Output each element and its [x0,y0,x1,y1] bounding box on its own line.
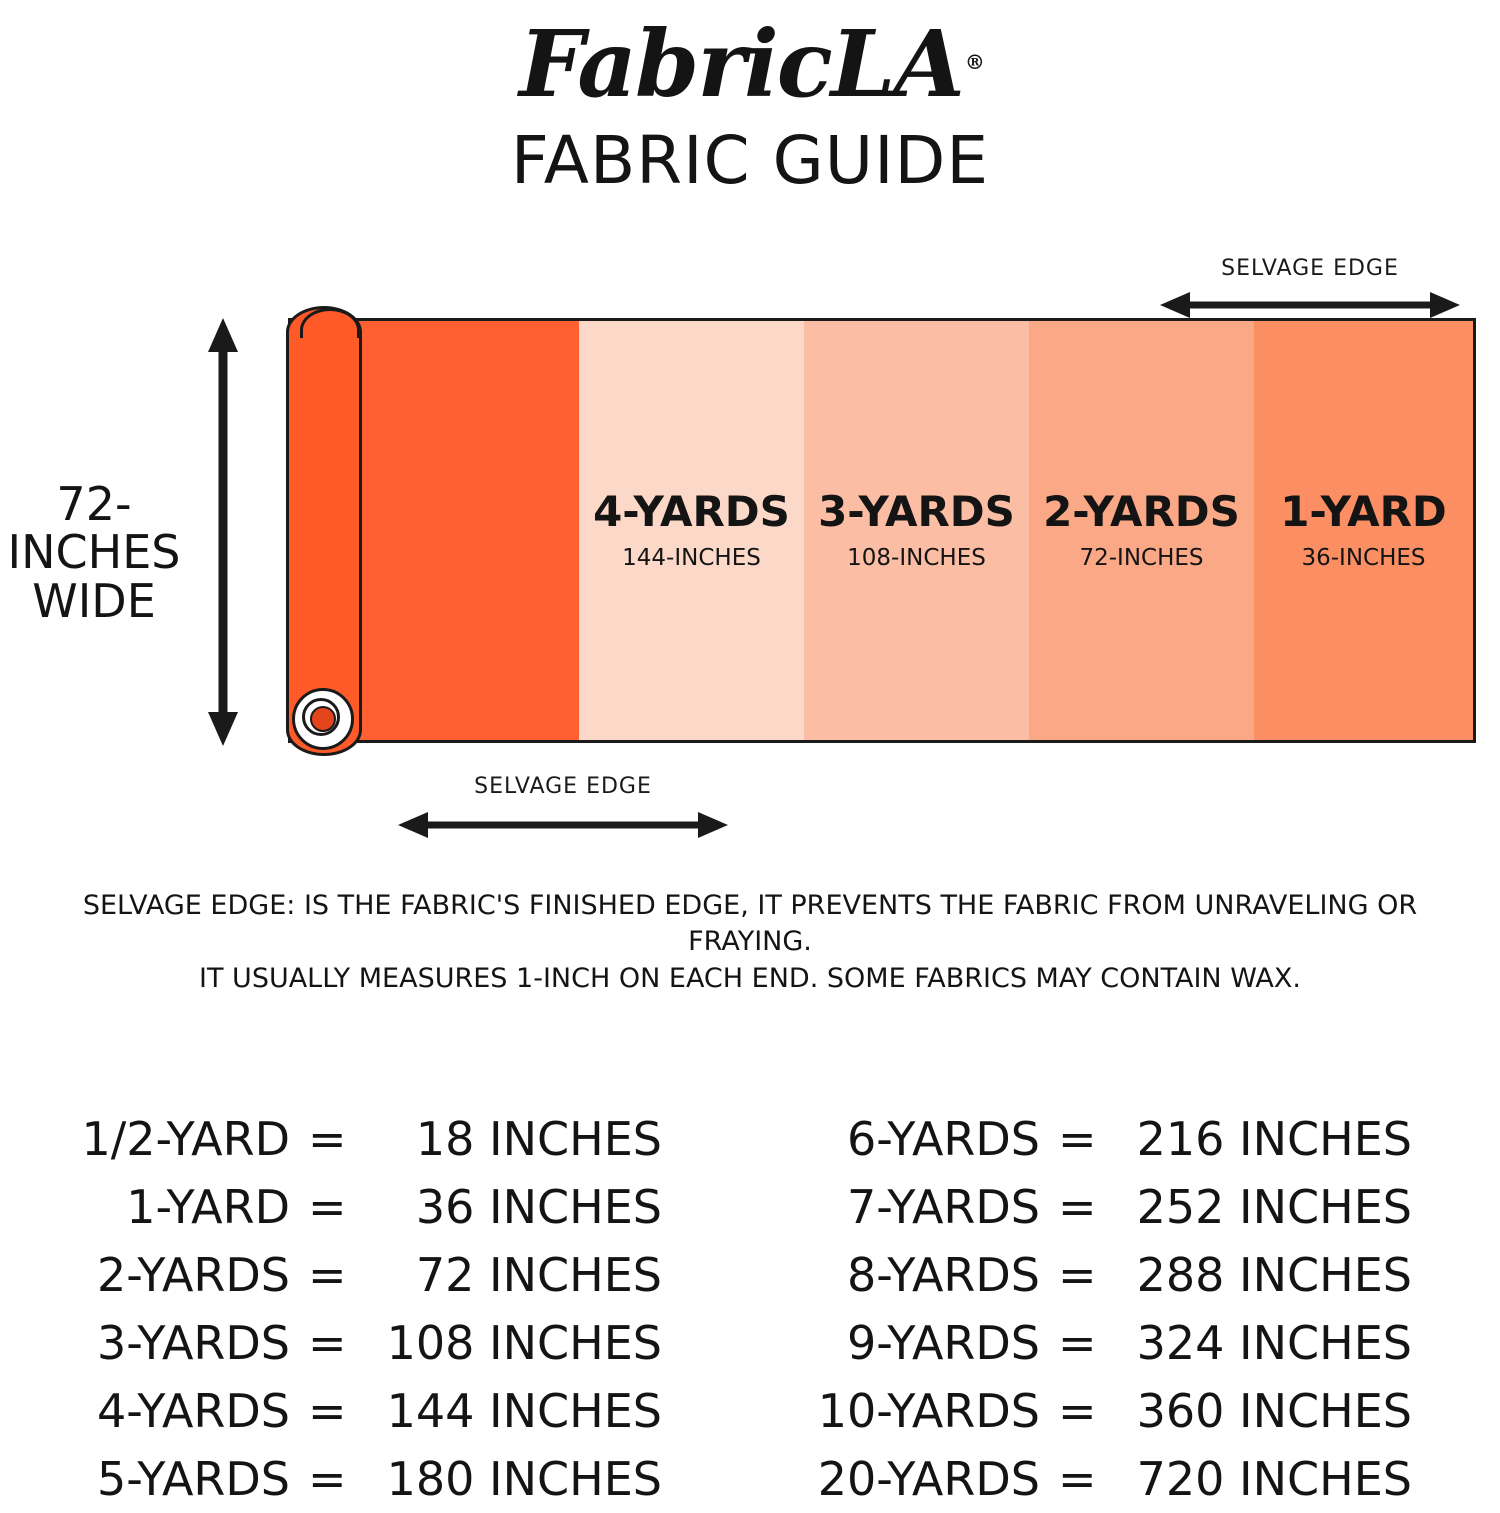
page-title: FABRIC GUIDE [510,122,990,199]
conversion-yards: 1-YARD [126,1180,290,1235]
selvage-note-line1: SELVAGE EDGE: IS THE FABRIC'S FINISHED EDGE, IT PREVENTS THE FABRIC FROM UNRAVELING OR FRAYING. [82,890,1418,958]
segment-1-yard [1254,321,1473,740]
conversion-inches: 180 INCHES [386,1452,662,1507]
conversion-yards: 10-YARDS [817,1384,1040,1439]
conversion-yards: 2-YARDS [97,1248,290,1303]
segment-4-yards-title: 4-YARDS [593,486,790,536]
table-row [750,1377,1500,1445]
bolt-plain-segment [375,321,579,740]
selvage-edge-top-label: SELVAGE EDGE [1221,256,1399,281]
conversion-inches: 216 INCHES [1136,1112,1412,1166]
table-row [750,1241,1500,1309]
conversion-yards: 7-YARDS [847,1180,1040,1235]
segment-3-yards [804,321,1029,740]
conversion-inches: 18 INCHES [415,1112,662,1166]
table-row [0,1173,750,1241]
equals-sign: = [1058,1452,1097,1507]
conversion-yards: 4-YARDS [97,1384,290,1439]
table-row [0,1105,750,1173]
selvage-edge-bottom-arrow-icon [398,810,728,840]
equals-sign: = [308,1452,347,1507]
conversion-inches: 324 INCHES [1136,1316,1412,1371]
conversion-yards: 9-YARDS [847,1316,1040,1371]
selvage-edge-bottom-label: SELVAGE EDGE [474,774,652,799]
equals-sign: = [1058,1384,1097,1439]
table-row [0,1377,750,1445]
conversion-inches: 252 INCHES [1136,1180,1412,1235]
brand-logo [519,10,983,118]
registered-trademark-icon: ® [964,50,983,74]
equals-sign: = [308,1180,347,1235]
conversion-column-right [750,1105,1500,1513]
segment-3-yards-inches: 108-INCHES [847,544,986,571]
table-row [0,1309,750,1377]
segment-1-yard-title: 1-YARD [1280,486,1447,536]
conversion-yards: 5-YARDS [97,1452,290,1507]
conversion-inches: 36 INCHES [415,1180,662,1235]
fabric-width-line1: 72-INCHES [7,477,181,580]
segment-2-yards-inches: 72-INCHES [1079,544,1204,571]
conversion-inches: 108 INCHES [386,1316,662,1371]
equals-sign: = [308,1248,347,1303]
conversion-yards: 6-YARDS [847,1112,1040,1166]
fabric-bolt-diagram [0,256,1500,870]
segment-4-yards-inches: 144-INCHES [622,544,761,571]
brand-header [0,10,1500,199]
equals-sign: = [308,1112,347,1166]
fabric-bolt [288,318,1476,743]
conversion-yards: 1/2-YARD [81,1112,290,1166]
brand-logo-text: FabricLA [519,10,963,118]
segment-4-yards [579,321,804,740]
segment-1-yard-inches: 36-INCHES [1301,544,1426,571]
table-row [0,1445,750,1513]
table-row [750,1445,1500,1513]
conversion-yards: 3-YARDS [97,1316,290,1371]
fabric-width-line2: WIDE [32,573,156,628]
conversion-inches: 72 INCHES [415,1248,662,1303]
equals-sign: = [1058,1248,1097,1303]
conversion-yards: 20-YARDS [817,1452,1040,1507]
conversion-inches: 720 INCHES [1136,1452,1412,1507]
conversion-inches: 360 INCHES [1136,1384,1412,1439]
table-row [750,1173,1500,1241]
selvage-note-line2: IT USUALLY MEASURES 1-INCH ON EACH END. SOME FABRICS MAY CONTAIN WAX. [199,962,1301,994]
conversion-column-left [0,1105,750,1513]
yard-to-inch-conversion-table [0,1105,1500,1513]
segment-2-yards [1029,321,1254,740]
conversion-inches: 144 INCHES [386,1384,662,1439]
selvage-edge-top-arrow-icon [1160,290,1460,320]
equals-sign: = [308,1316,347,1371]
segment-3-yards-title: 3-YARDS [818,486,1015,536]
conversion-inches: 288 INCHES [1136,1248,1412,1303]
segment-2-yards-title: 2-YARDS [1043,486,1240,536]
selvage-edge-note [0,888,1500,997]
equals-sign: = [1058,1112,1097,1166]
width-arrow-icon [206,318,240,746]
equals-sign: = [1058,1316,1097,1371]
conversion-yards: 8-YARDS [847,1248,1040,1303]
table-row [750,1309,1500,1377]
fabric-width-label [0,477,194,628]
equals-sign: = [1058,1180,1097,1235]
table-row [0,1241,750,1309]
fabric-roll-core-icon [292,688,354,750]
equals-sign: = [308,1384,347,1439]
table-row [750,1105,1500,1173]
